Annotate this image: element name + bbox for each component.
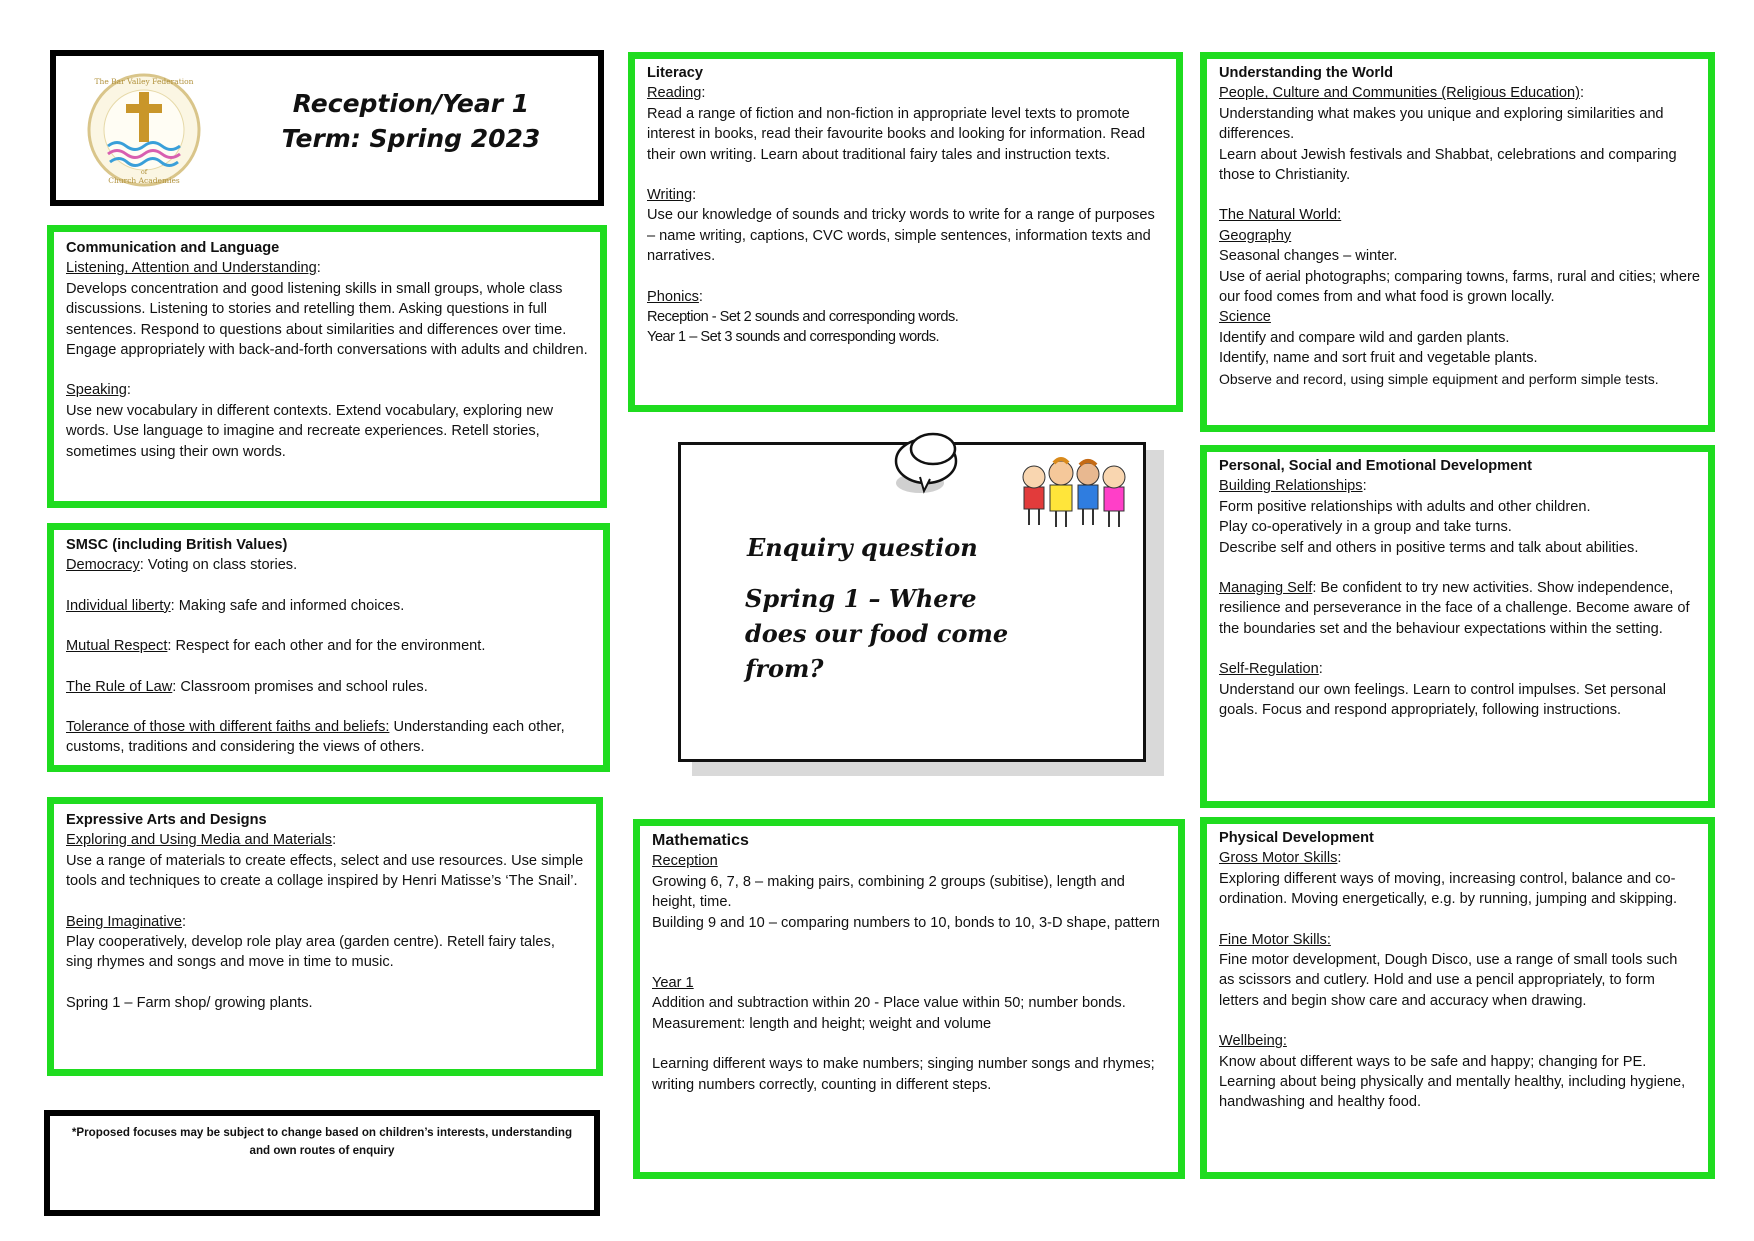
world-sub-science: Science [1219,309,1271,326]
physical-wellbeing-text: Know about different ways to be safe and happy; changing for PE. Learning about being physically and mentally healthy, including hygiene, handwashing and healthy food. [1219,1053,1686,1111]
maths-reception-building: Building 9 and 10 – comparing numbers to 10, bonds to 10, 3-D shape, pattern [652,914,1160,931]
maths-learning-text: Learning different ways to make numbers; singing number songs and rhymes; writing numbers correctly, counting in different steps. [652,1056,1155,1093]
title-box [50,50,604,206]
smsc-item: Democracy: Voting on class stories. [66,557,298,574]
smsc-item: Individual liberty: Making safe and informed choices. [66,597,405,614]
maths-sub-year1: Year 1 [652,975,694,992]
maths-reception-growing: Growing 6, 7, 8 – making pairs, combining 2 groups (subitise), length and height, time. [652,873,1125,911]
understanding-world-box: Understanding the World People, Culture and Communities (Religious Education): Understanding what makes you unique and exploring similarities and differences. Learn about Jewish festivals and Shabbat, celebrations and comparing those to Christianity. The Natural World: Geography Seasonal changes – winter. Use of aerial photographs; comparing towns, farms, rural and cities; where our food comes from and what food is grown locally. Science Identify and compare wild and garden plants. Identify, name and sort fruit and vegetable plants. Observe and record, using simple equipment and perform simple tests. [1200,52,1715,432]
arts-sub-imaginative: Being Imaginative [66,913,183,930]
world-sub-geography: Geography [1219,227,1292,244]
maths-year1-measurement: Measurement: length and height; weight and volume [652,1015,992,1032]
world-science-text-1: Identify and compare wild and garden plants. [1219,329,1510,346]
psed-relationships-text-2: Play co-operatively in a group and take turns. [1219,519,1512,536]
literacy-heading: Literacy [647,65,703,81]
communication-language-box: Communication and Language Listening, Attention and Understanding: Develops concentration and good listening skills in small groups, whole class discussions. Listening to stories and retelling them. Asking questions in full sentences. Respond to questions about similarities and differences over time. Engage appropriately with back-and-forth conversations with adults and children. Speaking: Use new vocabulary in different contexts. Extend vocabulary, exploring new words. Use language to imagine and recreate experiences. Retell stories, sometimes using their own words. [47,225,607,508]
literacy-sub-phonics: Phonics [647,288,699,305]
physical-sub-fine: Fine Motor Skills: [1219,931,1331,948]
enquiry-heading: Enquiry question [747,533,978,562]
world-heading: Understanding the World [1219,65,1394,81]
arts-spring-text: Spring 1 – Farm shop/ growing plants. [66,994,313,1011]
enquiry-question [745,581,1008,686]
physical-sub-wellbeing: Wellbeing: [1219,1033,1287,1050]
enquiry-line-1: Spring 1 – Where [745,584,977,613]
smsc-item: Mutual Respect: Respect for each other and for the environment. [66,638,486,655]
literacy-reading-text: Read a range of fiction and non-fiction in appropriate level texts to promote interest in books, read their favourite books and looking for information. Read their own writing. Learn about traditional fairy tales and instruction texts. [647,105,1146,163]
world-people-text-2: Learn about Jewish festivals and Shabbat, celebrations and comparing those to Christianity. [1219,146,1677,184]
psed-box: Personal, Social and Emotional Development Building Relationships: Form positive relationships with adults and other children. Play co-operatively in a group and take turns. Describe self and others in positive terms and talk about abilities. Managing Self: Be confident to try new activities. Show independence, resilience and perseverance in the face of a challenge. Become aware of the boundaries set and the behaviour expectations within the setting. Self-Regulation: Understand our own feelings. Learn to control impulses. Set personal goals. Focus and respond appropriately, following instructions. [1200,445,1715,808]
psed-heading: Personal, Social and Emotional Development [1219,458,1533,474]
enquiry-line-3: from? [745,654,824,683]
communication-sub-speaking: Speaking [66,382,127,399]
communication-speaking-text: Use new vocabulary in different contexts. Extend vocabulary, exploring new words. Use language to imagine and recreate experiences. Retell stories, sometimes using their own words. [66,402,553,460]
psed-managing-self: Managing Self: Be confident to try new activities. Show independence, resilience and perseverance in the face of a challenge. Become aware of the boundaries set and the behaviour expectations within the setting. [1219,580,1690,637]
world-science-text-2: Identify, name and sort fruit and vegetable plants. [1219,350,1538,367]
note-text: *Proposed focuses may be subject to change based on children’s interests, understanding and own routes of enquiry [71,1126,573,1157]
federation-logo [84,70,204,190]
logo-of-text: of [140,168,148,176]
world-science-text-3: Observe and record, using simple equipment and perform simple tests. [1219,370,1659,387]
children-illustration [1016,453,1136,533]
psed-relationships-text-1: Form positive relationships with adults and other children. [1219,498,1591,515]
world-geography-text-2: Use of aerial photographs; comparing towns, farms, rural and cities; where our food comes from and what food is grown locally. [1219,268,1701,306]
world-people-text-1: Understanding what makes you unique and exploring similarities and differences. [1219,105,1664,143]
expressive-arts-box: Expressive Arts and Designs Exploring and Using Media and Materials: Use a range of materials to create effects, select and use resources. Use simple tools and techniques to create a collage inspired by Henri Matisse’s ‘The Snail’. Being Imaginative: Play cooperatively, develop role play area (garden centre). Retell fairy tales, sing rhymes and songs and move in time to music. Spring 1 – Farm shop/ growing plants. [47,797,603,1076]
communication-listening-text: Develops concentration and good listening skills in small groups, whole class discussions. Listening to stories and retelling them. Asking questions in full sentences. Respond to questions about similarities and differences over time. Engage appropriately with back-and-forth conversations with adults and children. [66,280,588,359]
arts-sub-media: Exploring and Using Media and Materials [66,832,333,849]
note-box [44,1110,600,1216]
world-sub-people: People, Culture and Communities (Religious Education) [1219,85,1580,102]
communication-heading: Communication and Language [66,240,280,256]
arts-heading: Expressive Arts and Designs [66,812,267,828]
literacy-phonics-year1: Year 1 – Set 3 sounds and corresponding words. [647,329,940,346]
smsc-heading: SMSC (including British Values) [66,537,288,553]
smsc-box [47,523,610,772]
arts-media-text: Use a range of materials to create effects, select and use resources. Use simple tools and techniques to create a collage inspired by Henri Matisse’s ‘The Snail’. [66,852,584,890]
maths-sub-reception: Reception [652,853,718,870]
smsc-item: Tolerance of those with different faiths and beliefs: Understanding each other, customs, traditions and considering the views of others. [66,719,565,756]
world-sub-natural: The Natural World: [1219,207,1342,224]
psed-relationships-text-3: Describe self and others in positive terms and talk about abilities. [1219,539,1639,556]
title-line-1: Reception/Year 1 [292,89,530,118]
literacy-sub-writing: Writing [647,187,693,204]
communication-sub-listening: Listening, Attention and Understanding [66,260,317,277]
physical-fine-text: Fine motor development, Dough Disco, use a range of small tools such as scissors and cutlery. Hold and use a pencil appropriately, to form letters and begin show care and accuracy when drawing. [1219,952,1678,1009]
mathematics-box [633,819,1185,1179]
enquiry-line-2: does our food come [745,619,1009,648]
psed-sub-relationships: Building Relationships [1219,478,1363,495]
smsc-item: The Rule of Law: Classroom promises and school rules. [66,678,428,695]
logo-top-text: The Bar Valley Federation [94,77,194,86]
arts-imaginative-text: Play cooperatively, develop role play area (garden centre). Retell fairy tales, sing rhymes and songs and move in time to music. [66,934,555,971]
page-title [261,86,561,156]
logo-bottom-text: Church Academies [108,176,180,185]
physical-sub-gross: Gross Motor Skills [1219,850,1338,867]
physical-gross-text: Exploring different ways of moving, increasing control, balance and co-ordination. Moving energetically, e.g. by running, jumping and skipping. [1219,870,1678,908]
physical-heading: Physical Development [1219,830,1374,846]
literacy-sub-reading: Reading [647,85,702,102]
literacy-phonics-reception: Reception - Set 2 sounds and corresponding words. [647,309,959,326]
maths-year1-addition: Addition and subtraction within 20 - Place value within 50; number bonds. [652,995,1126,1012]
psed-sub-regulation: Self-Regulation [1219,661,1319,678]
literacy-box: Literacy Reading: Read a range of fiction and non-fiction in appropriate level texts to promote interest in books, read their favourite books and looking for information. Read their own writing. Learn about traditional fairy tales and instruction texts. Writing: Use our knowledge of sounds and tricky words to write for a range of purposes – name writing, captions, CVC words, simple sentences, information texts and narratives. Phonics: Reception - Set 2 sounds and corresponding words. Year 1 – Set 3 sounds and corresponding words. [628,52,1183,412]
pushpin-icon [888,425,968,500]
physical-development-box: Physical Development Gross Motor Skills: Exploring different ways of moving, increasing control, balance and co-ordination. Moving energetically, e.g. by running, jumping and skipping. Fine Motor Skills: Fine motor development, Dough Disco, use a range of small tools such as scissors and cutlery. Hold and use a pencil appropriately, to form letters and begin show care and accuracy when drawing. Wellbeing: Know about different ways to be safe and happy; changing for PE. Learning about being physically and mentally healthy, including hygiene, handwashing and healthy food. [1200,817,1715,1179]
psed-regulation-text: Understand our own feelings. Learn to control impulses. Set personal goals. Focus and respond appropriately, following instructions. [1219,681,1666,719]
maths-heading: Mathematics [652,832,749,849]
literacy-writing-text: Use our knowledge of sounds and tricky words to write for a range of purposes – name writing, captions, CVC words, simple sentences, information texts and narratives. [647,207,1155,265]
title-line-2: Term: Spring 2023 [281,124,541,153]
world-geography-text-1: Seasonal changes – winter. [1219,248,1398,265]
